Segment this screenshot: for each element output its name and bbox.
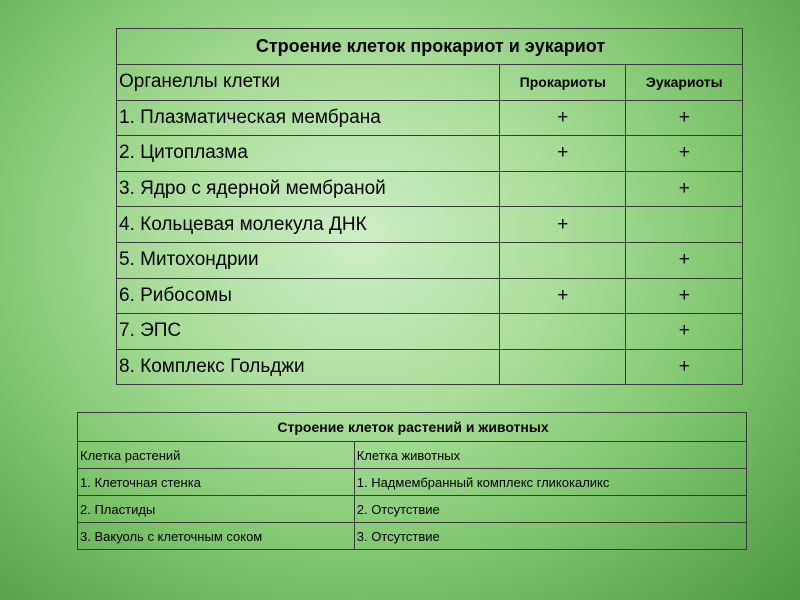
table-row: [117, 100, 743, 136]
table-title-row: [117, 29, 743, 65]
eukaryote-mark: +: [626, 136, 743, 172]
table-row: [117, 136, 743, 172]
table-row: [117, 278, 743, 314]
eukaryote-mark: +: [626, 314, 743, 350]
prokaryote-mark: [500, 349, 626, 385]
prokaryote-mark: +: [500, 136, 626, 172]
plant-feature: 1. Клеточная стенка: [78, 469, 355, 496]
eukaryote-mark: +: [626, 242, 743, 278]
eukaryote-mark: +: [626, 100, 743, 136]
table-row: [117, 207, 743, 243]
eukaryote-mark: +: [626, 171, 743, 207]
organelle-name: 8. Комплекс Гольджи: [117, 349, 500, 385]
table-row: [78, 469, 747, 496]
prokaryote-mark: [500, 171, 626, 207]
table-row: [117, 242, 743, 278]
prokaryote-mark: +: [500, 100, 626, 136]
plant-animal-table: [77, 412, 747, 550]
eukaryote-mark: +: [626, 349, 743, 385]
eukaryote-mark: [626, 207, 743, 243]
organelle-name: 2. Цитоплазма: [117, 136, 500, 172]
table-row: [117, 171, 743, 207]
table-title-row: [78, 413, 747, 442]
prokaryote-mark: [500, 314, 626, 350]
table-row: [117, 349, 743, 385]
table-row: [78, 523, 747, 550]
table-title: Строение клеток прокариот и эукариот: [117, 29, 743, 65]
organelle-name: 3. Ядро с ядерной мембраной: [117, 171, 500, 207]
prokaryote-mark: [500, 242, 626, 278]
prokaryote-mark: +: [500, 278, 626, 314]
organelle-name: 4. Кольцевая молекула ДНК: [117, 207, 500, 243]
prokaryote-eukaryote-table: [116, 28, 743, 385]
header-plant-cell: Клетка растений: [78, 442, 355, 469]
header-organelles: Органеллы клетки: [117, 65, 500, 101]
eukaryote-mark: +: [626, 278, 743, 314]
organelle-name: 5. Митохондрии: [117, 242, 500, 278]
plant-feature: 3. Вакуоль с клеточным соком: [78, 523, 355, 550]
animal-feature: 3. Отсутствие: [354, 523, 746, 550]
organelle-name: 7. ЭПС: [117, 314, 500, 350]
table-row: [78, 496, 747, 523]
table-header-row: [117, 65, 743, 101]
prokaryote-mark: +: [500, 207, 626, 243]
header-eukaryotes: Эукариоты: [626, 65, 743, 101]
header-animal-cell: Клетка животных: [354, 442, 746, 469]
table-header-row: [78, 442, 747, 469]
animal-feature: 1. Надмембранный комплекс гликокаликс: [354, 469, 746, 496]
table-row: [117, 314, 743, 350]
table-title: Строение клеток растений и животных: [78, 413, 747, 442]
organelle-name: 6. Рибосомы: [117, 278, 500, 314]
animal-feature: 2. Отсутствие: [354, 496, 746, 523]
plant-feature: 2. Пластиды: [78, 496, 355, 523]
header-prokaryotes: Прокариоты: [500, 65, 626, 101]
organelle-name: 1. Плазматическая мембрана: [117, 100, 500, 136]
